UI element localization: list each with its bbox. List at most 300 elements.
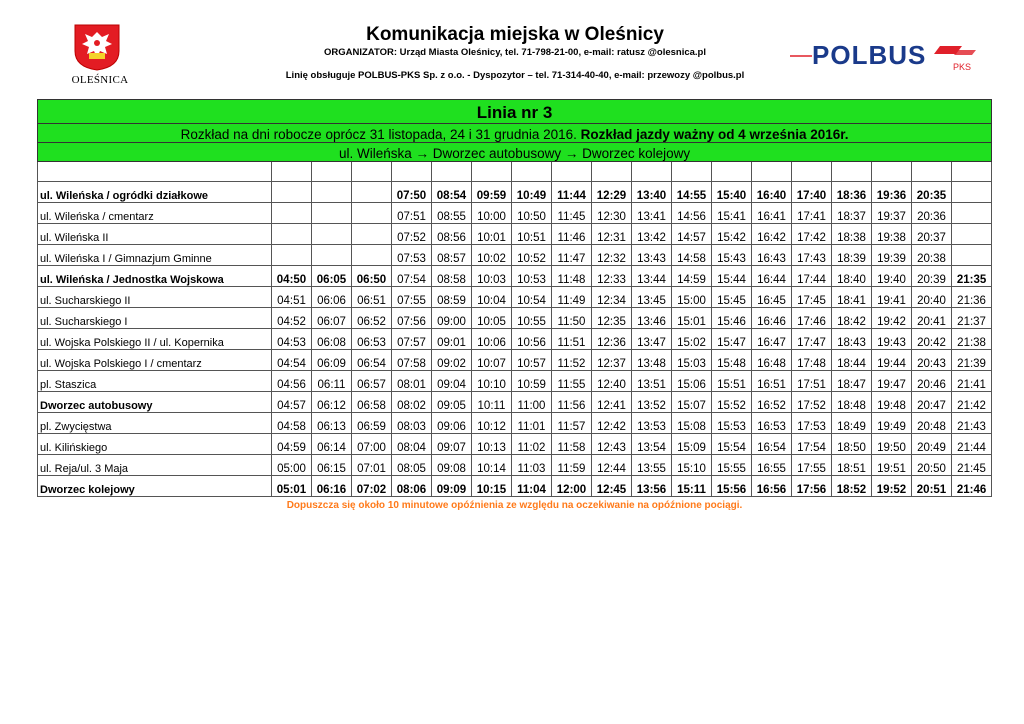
departure-time: 04:56 xyxy=(272,371,312,392)
departure-time: 13:54 xyxy=(632,434,672,455)
departure-time: 21:35 xyxy=(952,266,992,287)
departure-time: 07:01 xyxy=(352,455,392,476)
departure-time: 17:55 xyxy=(792,455,832,476)
departure-time: 04:59 xyxy=(272,434,312,455)
departure-time: 18:44 xyxy=(832,350,872,371)
polbus-logo xyxy=(790,42,980,72)
departure-time: 13:56 xyxy=(632,476,672,497)
departure-time: 13:43 xyxy=(632,245,672,266)
departure-time: 10:10 xyxy=(472,371,512,392)
departure-time: 11:58 xyxy=(552,434,592,455)
blank-cell xyxy=(632,162,672,182)
departure-time: 20:37 xyxy=(912,224,952,245)
departure-time: 11:44 xyxy=(552,182,592,203)
stop-name: ul. Wojska Polskiego I / cmentarz xyxy=(38,350,272,371)
departure-time: 15:56 xyxy=(712,476,752,497)
olesnica-crest-icon xyxy=(72,23,122,71)
departure-time: 08:02 xyxy=(392,392,432,413)
departure-time: 04:53 xyxy=(272,329,312,350)
stop-row xyxy=(38,434,992,455)
blank-row xyxy=(38,162,992,182)
departure-time: 18:48 xyxy=(832,392,872,413)
departure-time: 11:50 xyxy=(552,308,592,329)
departure-time: 15:41 xyxy=(712,203,752,224)
departure-time: 16:53 xyxy=(752,413,792,434)
departure-time: 09:07 xyxy=(432,434,472,455)
departure-time: 10:52 xyxy=(512,245,552,266)
departure-time: 15:53 xyxy=(712,413,752,434)
departure-time: 08:05 xyxy=(392,455,432,476)
departure-time: 07:55 xyxy=(392,287,432,308)
departure-time: 11:48 xyxy=(552,266,592,287)
departure-time: 09:09 xyxy=(432,476,472,497)
departure-time: 10:57 xyxy=(512,350,552,371)
blank-cell xyxy=(552,162,592,182)
blank-cell xyxy=(512,162,552,182)
departure-time: 12:33 xyxy=(592,266,632,287)
departure-time: 10:05 xyxy=(472,308,512,329)
validity-info xyxy=(38,124,992,143)
departure-time: 16:48 xyxy=(752,350,792,371)
blank-cell xyxy=(392,162,432,182)
departure-time xyxy=(312,224,352,245)
departure-time: 10:12 xyxy=(472,413,512,434)
departure-time: 11:47 xyxy=(552,245,592,266)
departure-time: 11:52 xyxy=(552,350,592,371)
stop-name: ul. Wileńska II xyxy=(38,224,272,245)
departure-time: 13:53 xyxy=(632,413,672,434)
blank-cell xyxy=(712,162,752,182)
stop-name: ul. Reja/ul. 3 Maja xyxy=(38,455,272,476)
departure-time: 21:36 xyxy=(952,287,992,308)
departure-time: 10:04 xyxy=(472,287,512,308)
departure-time: 20:38 xyxy=(912,245,952,266)
departure-time: 20:49 xyxy=(912,434,952,455)
departure-time xyxy=(952,182,992,203)
departure-time: 19:47 xyxy=(872,371,912,392)
departure-time: 15:02 xyxy=(672,329,712,350)
departure-time: 15:07 xyxy=(672,392,712,413)
departure-time: 15:52 xyxy=(712,392,752,413)
departure-time: 06:11 xyxy=(312,371,352,392)
departure-time: 19:50 xyxy=(872,434,912,455)
departure-time: 16:46 xyxy=(752,308,792,329)
departure-time: 09:04 xyxy=(432,371,472,392)
line-number: Linia nr 3 xyxy=(38,100,992,124)
blank-cell xyxy=(432,162,472,182)
stop-row xyxy=(38,182,992,203)
departure-time: 20:50 xyxy=(912,455,952,476)
departure-time: 05:01 xyxy=(272,476,312,497)
departure-time: 11:03 xyxy=(512,455,552,476)
departure-time: 16:51 xyxy=(752,371,792,392)
departure-time: 19:40 xyxy=(872,266,912,287)
departure-time: 18:42 xyxy=(832,308,872,329)
stop-name: Dworzec kolejowy xyxy=(38,476,272,497)
departure-time: 16:42 xyxy=(752,224,792,245)
departure-time xyxy=(952,245,992,266)
departure-time: 17:54 xyxy=(792,434,832,455)
departure-time: 10:14 xyxy=(472,455,512,476)
stop-name: ul. Wileńska / Jednostka Wojskowa xyxy=(38,266,272,287)
departure-time: 15:46 xyxy=(712,308,752,329)
blank-cell xyxy=(592,162,632,182)
departure-time: 04:51 xyxy=(272,287,312,308)
departure-time: 11:45 xyxy=(552,203,592,224)
departure-time: 21:38 xyxy=(952,329,992,350)
crest-caption: OLEŚNICA xyxy=(71,74,129,86)
departure-time: 19:51 xyxy=(872,455,912,476)
stop-row xyxy=(38,266,992,287)
stop-name: Dworzec autobusowy xyxy=(38,392,272,413)
blank-cell xyxy=(472,162,512,182)
departure-time: 15:40 xyxy=(712,182,752,203)
departure-time: 07:50 xyxy=(392,182,432,203)
departure-time: 10:50 xyxy=(512,203,552,224)
operator-info: Linię obsługuje POLBUS-PKS Sp. z o.o. - Dyspozytor – tel. 71-314-40-40, e-mail: przewozy @polbus.pl xyxy=(285,70,745,81)
departure-time: 15:03 xyxy=(672,350,712,371)
departure-time xyxy=(952,203,992,224)
departure-time: 06:12 xyxy=(312,392,352,413)
departure-time: 18:41 xyxy=(832,287,872,308)
departure-time: 06:06 xyxy=(312,287,352,308)
departure-time: 20:42 xyxy=(912,329,952,350)
departure-time: 17:44 xyxy=(792,266,832,287)
departure-time: 15:51 xyxy=(712,371,752,392)
departure-time: 13:42 xyxy=(632,224,672,245)
departure-time: 18:50 xyxy=(832,434,872,455)
departure-time: 19:38 xyxy=(872,224,912,245)
departure-time: 19:39 xyxy=(872,245,912,266)
departure-time: 19:48 xyxy=(872,392,912,413)
departure-time: 06:14 xyxy=(312,434,352,455)
departure-time xyxy=(312,245,352,266)
departure-time: 11:02 xyxy=(512,434,552,455)
departure-time: 12:42 xyxy=(592,413,632,434)
departure-time: 06:53 xyxy=(352,329,392,350)
departure-time: 18:40 xyxy=(832,266,872,287)
departure-time: 13:41 xyxy=(632,203,672,224)
polbus-logo-text: POLBUS xyxy=(812,42,927,70)
departure-time: 06:57 xyxy=(352,371,392,392)
departure-time: 11:55 xyxy=(552,371,592,392)
departure-time: 12:37 xyxy=(592,350,632,371)
departure-time: 17:45 xyxy=(792,287,832,308)
departure-time: 11:01 xyxy=(512,413,552,434)
departure-time: 17:47 xyxy=(792,329,832,350)
validity-plain: Rozkład na dni robocze oprócz 31 listopada, 24 i 31 grudnia 2016. xyxy=(180,127,577,142)
departure-time: 15:42 xyxy=(712,224,752,245)
departure-time: 16:40 xyxy=(752,182,792,203)
departure-time: 11:51 xyxy=(552,329,592,350)
departure-time: 20:41 xyxy=(912,308,952,329)
departure-time: 19:43 xyxy=(872,329,912,350)
departure-time: 13:45 xyxy=(632,287,672,308)
departure-time xyxy=(352,224,392,245)
departure-time: 20:39 xyxy=(912,266,952,287)
departure-time: 10:15 xyxy=(472,476,512,497)
departure-time: 18:37 xyxy=(832,203,872,224)
departure-time: 16:45 xyxy=(752,287,792,308)
blank-cell xyxy=(752,162,792,182)
departure-time: 13:40 xyxy=(632,182,672,203)
blank-cell xyxy=(912,162,952,182)
departure-time: 08:04 xyxy=(392,434,432,455)
blank-cell xyxy=(352,162,392,182)
departure-time: 10:06 xyxy=(472,329,512,350)
blank-cell xyxy=(272,162,312,182)
organizer-info: ORGANIZATOR: Urząd Miasta Oleśnicy, tel. 71-798-21-00, e-mail: ratusz @olesnica.pl xyxy=(324,47,706,58)
departure-time xyxy=(352,182,392,203)
departure-time: 13:46 xyxy=(632,308,672,329)
departure-time: 16:55 xyxy=(752,455,792,476)
departure-time: 10:11 xyxy=(472,392,512,413)
departure-time: 06:58 xyxy=(352,392,392,413)
polbus-logo-sub: PKS xyxy=(953,62,972,72)
departure-time: 18:39 xyxy=(832,245,872,266)
departure-time: 17:51 xyxy=(792,371,832,392)
departure-time: 12:36 xyxy=(592,329,632,350)
departure-time: 06:05 xyxy=(312,266,352,287)
departure-time: 11:57 xyxy=(552,413,592,434)
blank-cell xyxy=(872,162,912,182)
departure-time: 21:41 xyxy=(952,371,992,392)
departure-time: 10:02 xyxy=(472,245,512,266)
departure-time: 09:59 xyxy=(472,182,512,203)
departure-time: 19:52 xyxy=(872,476,912,497)
departure-time xyxy=(272,203,312,224)
departure-time: 11:46 xyxy=(552,224,592,245)
departure-time: 16:41 xyxy=(752,203,792,224)
departure-time: 15:08 xyxy=(672,413,712,434)
blank-cell xyxy=(38,162,272,182)
departure-time: 12:30 xyxy=(592,203,632,224)
stop-row xyxy=(38,245,992,266)
departure-time: 10:13 xyxy=(472,434,512,455)
departure-time: 21:43 xyxy=(952,413,992,434)
departure-time: 06:59 xyxy=(352,413,392,434)
departure-time: 10:54 xyxy=(512,287,552,308)
departure-time: 17:40 xyxy=(792,182,832,203)
departure-time: 07:51 xyxy=(392,203,432,224)
departure-time: 15:01 xyxy=(672,308,712,329)
departure-time: 19:37 xyxy=(872,203,912,224)
departure-time: 12:31 xyxy=(592,224,632,245)
departure-time: 15:43 xyxy=(712,245,752,266)
departure-time: 10:51 xyxy=(512,224,552,245)
departure-time: 12:40 xyxy=(592,371,632,392)
departure-time: 20:51 xyxy=(912,476,952,497)
departure-time: 17:53 xyxy=(792,413,832,434)
stop-row xyxy=(38,455,992,476)
departure-time: 12:43 xyxy=(592,434,632,455)
departure-time: 07:53 xyxy=(392,245,432,266)
departure-time: 15:44 xyxy=(712,266,752,287)
departure-time: 09:02 xyxy=(432,350,472,371)
departure-time: 11:04 xyxy=(512,476,552,497)
departure-time: 16:44 xyxy=(752,266,792,287)
departure-time: 21:46 xyxy=(952,476,992,497)
departure-time: 07:52 xyxy=(392,224,432,245)
departure-time: 18:43 xyxy=(832,329,872,350)
stop-row xyxy=(38,371,992,392)
departure-time: 09:01 xyxy=(432,329,472,350)
stop-row xyxy=(38,476,992,497)
departure-time: 04:52 xyxy=(272,308,312,329)
departure-time: 10:07 xyxy=(472,350,512,371)
stop-row xyxy=(38,329,992,350)
stop-name: pl. Staszica xyxy=(38,371,272,392)
departure-time: 15:55 xyxy=(712,455,752,476)
delay-note: Dopuszcza się około 10 minutowe opóźnienia ze względu na oczekiwanie na opóźnione pociągi. xyxy=(286,500,743,511)
departure-time: 15:09 xyxy=(672,434,712,455)
departure-time: 14:59 xyxy=(672,266,712,287)
departure-time: 06:52 xyxy=(352,308,392,329)
stop-row xyxy=(38,287,992,308)
departure-time: 09:00 xyxy=(432,308,472,329)
stop-row xyxy=(38,203,992,224)
departure-time: 05:00 xyxy=(272,455,312,476)
stop-row xyxy=(38,224,992,245)
departure-time: 17:48 xyxy=(792,350,832,371)
stop-name: ul. Kilińskiego xyxy=(38,434,272,455)
timetable xyxy=(37,99,992,497)
departure-time: 20:46 xyxy=(912,371,952,392)
departure-time: 10:49 xyxy=(512,182,552,203)
stop-name: ul. Wileńska / ogródki działkowe xyxy=(38,182,272,203)
departure-time xyxy=(312,182,352,203)
blank-cell xyxy=(832,162,872,182)
departure-time: 20:36 xyxy=(912,203,952,224)
departure-time: 18:49 xyxy=(832,413,872,434)
stop-name: ul. Wileńska I / Gimnazjum Gminne xyxy=(38,245,272,266)
departure-time: 08:57 xyxy=(432,245,472,266)
departure-time xyxy=(272,182,312,203)
departure-time: 15:47 xyxy=(712,329,752,350)
departure-time: 19:49 xyxy=(872,413,912,434)
departure-time: 12:32 xyxy=(592,245,632,266)
departure-time: 17:52 xyxy=(792,392,832,413)
departure-time: 08:06 xyxy=(392,476,432,497)
departure-time: 15:10 xyxy=(672,455,712,476)
departure-time: 12:00 xyxy=(552,476,592,497)
departure-time: 11:00 xyxy=(512,392,552,413)
departure-time: 19:36 xyxy=(872,182,912,203)
departure-time: 11:59 xyxy=(552,455,592,476)
departure-time: 07:56 xyxy=(392,308,432,329)
departure-time: 13:52 xyxy=(632,392,672,413)
departure-time xyxy=(352,245,392,266)
departure-time: 15:00 xyxy=(672,287,712,308)
departure-time: 12:34 xyxy=(592,287,632,308)
departure-time: 20:35 xyxy=(912,182,952,203)
departure-time: 11:49 xyxy=(552,287,592,308)
departure-time: 07:54 xyxy=(392,266,432,287)
departure-time: 17:56 xyxy=(792,476,832,497)
departure-time: 14:57 xyxy=(672,224,712,245)
departure-time: 04:58 xyxy=(272,413,312,434)
departure-time: 14:58 xyxy=(672,245,712,266)
departure-time: 12:29 xyxy=(592,182,632,203)
departure-time: 06:08 xyxy=(312,329,352,350)
departure-time xyxy=(952,224,992,245)
departure-time: 17:42 xyxy=(792,224,832,245)
departure-time: 06:54 xyxy=(352,350,392,371)
departure-time: 19:41 xyxy=(872,287,912,308)
departure-time: 16:52 xyxy=(752,392,792,413)
departure-time: 18:38 xyxy=(832,224,872,245)
departure-time: 11:56 xyxy=(552,392,592,413)
departure-time: 04:54 xyxy=(272,350,312,371)
departure-time xyxy=(352,203,392,224)
departure-time: 06:07 xyxy=(312,308,352,329)
departure-time: 08:58 xyxy=(432,266,472,287)
departure-time: 08:03 xyxy=(392,413,432,434)
departure-time: 20:47 xyxy=(912,392,952,413)
departure-time: 17:43 xyxy=(792,245,832,266)
departure-time: 16:54 xyxy=(752,434,792,455)
departure-time: 10:55 xyxy=(512,308,552,329)
stop-row xyxy=(38,392,992,413)
departure-time: 07:57 xyxy=(392,329,432,350)
departure-time: 13:44 xyxy=(632,266,672,287)
departure-time: 08:59 xyxy=(432,287,472,308)
departure-time: 15:54 xyxy=(712,434,752,455)
departure-time: 21:45 xyxy=(952,455,992,476)
departure-time: 07:00 xyxy=(352,434,392,455)
departure-time: 06:51 xyxy=(352,287,392,308)
departure-time: 08:01 xyxy=(392,371,432,392)
stop-name: ul. Wileńska / cmentarz xyxy=(38,203,272,224)
blank-cell xyxy=(792,162,832,182)
blank-cell xyxy=(312,162,352,182)
departure-time: 15:48 xyxy=(712,350,752,371)
departure-time: 12:35 xyxy=(592,308,632,329)
departure-time: 08:54 xyxy=(432,182,472,203)
departure-time: 06:13 xyxy=(312,413,352,434)
departure-time: 21:39 xyxy=(952,350,992,371)
departure-time: 06:50 xyxy=(352,266,392,287)
stop-row xyxy=(38,350,992,371)
page-title: Komunikacja miejska w Oleśnicy xyxy=(366,24,664,45)
departure-time: 04:57 xyxy=(272,392,312,413)
departure-time: 14:56 xyxy=(672,203,712,224)
departure-time: 12:41 xyxy=(592,392,632,413)
departure-time: 20:43 xyxy=(912,350,952,371)
departure-time: 12:44 xyxy=(592,455,632,476)
departure-time: 09:05 xyxy=(432,392,472,413)
departure-time: 10:53 xyxy=(512,266,552,287)
departure-time: 18:51 xyxy=(832,455,872,476)
stop-name: ul. Sucharskiego I xyxy=(38,308,272,329)
departure-time: 17:46 xyxy=(792,308,832,329)
departure-time: 12:45 xyxy=(592,476,632,497)
departure-time: 19:42 xyxy=(872,308,912,329)
route-description: ul. Wileńska → Dworzec autobusowy → Dworzec kolejowy xyxy=(38,143,992,162)
departure-time: 21:37 xyxy=(952,308,992,329)
departure-time: 07:02 xyxy=(352,476,392,497)
departure-time xyxy=(312,203,352,224)
departure-time: 15:11 xyxy=(672,476,712,497)
departure-time: 13:51 xyxy=(632,371,672,392)
departure-time: 10:56 xyxy=(512,329,552,350)
departure-time: 18:47 xyxy=(832,371,872,392)
validity-bold: Rozkład jazdy ważny od 4 września 2016r. xyxy=(580,127,849,142)
departure-time xyxy=(272,224,312,245)
departure-time: 21:42 xyxy=(952,392,992,413)
departure-time: 18:36 xyxy=(832,182,872,203)
stop-row xyxy=(38,308,992,329)
